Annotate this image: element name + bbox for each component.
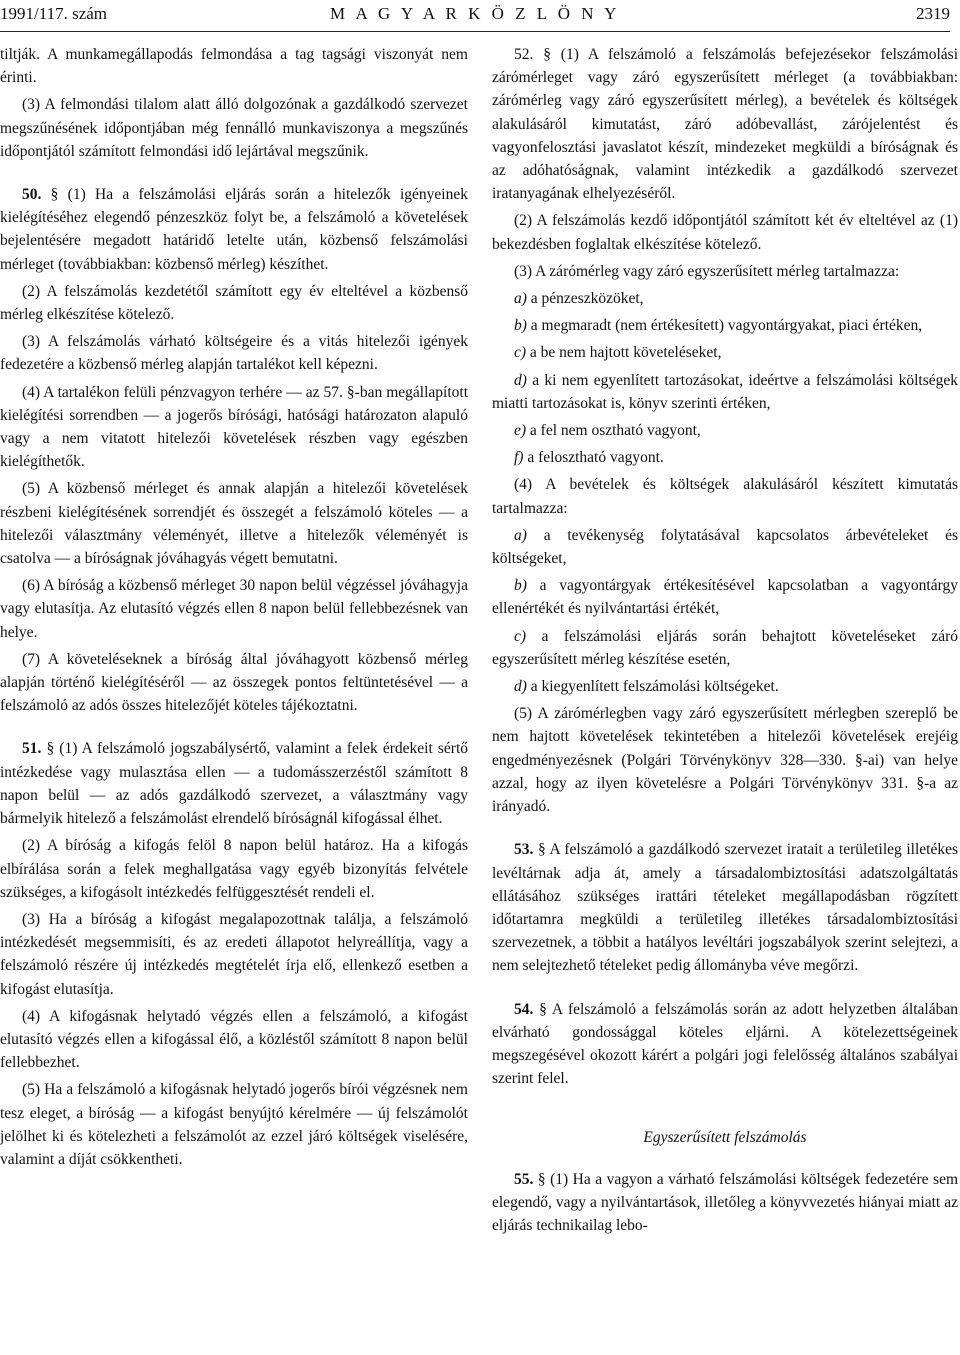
item-text: a ki nem egyenlített tartozásokat, ideértve a felszámolási költségek miatti tartozásokat is, könyv szerinti értéken,	[492, 371, 959, 412]
section-number: 54.	[514, 1000, 534, 1018]
list-item	[492, 446, 958, 469]
item-letter: d)	[514, 371, 527, 389]
section-53	[492, 838, 958, 977]
list-item	[492, 419, 958, 442]
item-text: a felszámolási eljárás során behajtott követeléseket záró egyszerűsített mérleg készítése esetén,	[492, 627, 959, 668]
header-rule	[0, 31, 950, 32]
section-text: § (1) A felszámoló a felszámolás befejezésekor felszámolási zárómérleget vagy záró egyszerűsített mérleget (a továbbiakban: zárómérleg vagy záró egyszerűsített mérleg), a bevételek és költségek alakulásáról kimutatást, záró adóbevallást, zárójelentést és vagyonfelosztási javaslatot készít, mindezeket megküldi a bíróságnak és az adóhatóságnak, valamint intézkedik a gazdálkodó szervezet iratanyagának elhelyezéséről.	[492, 46, 958, 203]
list-item	[492, 314, 958, 337]
item-text: a fel nem osztható vagyont,	[529, 422, 701, 440]
item-text: a kiegyenlített felszámolási költségeket.	[530, 678, 779, 696]
section-number: 55.	[514, 1170, 534, 1188]
paragraph: (3) A felszámolás várható költségeire és a vitás hitelezői igények fedezetére a közbenső mérleg alapján tartalékot kell képezni.	[0, 333, 468, 374]
paragraph: (6) A bíróság a közbenső mérleget 30 napon belül végzéssel jóváhagyja vagy elutasítja. Az elutasító végzés ellen 8 napon belül fellebbezésnek van helye.	[0, 577, 468, 641]
paragraph: (3) A zárómérleg vagy záró egyszerűsített mérleg tartalmazza:	[514, 262, 900, 280]
section-52	[492, 43, 958, 205]
section-text: § (1) Ha a felszámolási eljárás során a hitelezők igényeinek kielégítéséhez elegendő pénzeszköz folyt be, a felszámoló a követelések bejelentésére megadott határidő letelte után, közbenső felszámolási mérleget (továbbiakban: közbenső mérleg) készíthet.	[0, 186, 468, 273]
item-text: a pénzeszközöket,	[530, 290, 644, 308]
page-number: 2319	[916, 4, 950, 23]
section-text: § A felszámoló a gazdálkodó szervezet iratait a területileg illetékes levéltárnak adja át, amely a társadalombiztosítási adatszolgáltatás ellátásához szükséges irattári tételeket megállapodásban rögzített időtartamra megküldi a területileg illetékes társadalombiztosítási szervezetnek, a többit a hatályos levéltári jogszabályok szerint selejtezi, a nem selejtezhető tételeket pedig állományba véve megőrzi.	[492, 841, 958, 975]
paragraph: (4) A kifogásnak helytadó végzés ellen a felszámoló, a kifogást elutasító végzés ellen a kifogással élő, a közléstől számított 8 napon belül fellebbezhet.	[0, 1007, 468, 1072]
paragraph: (4) A bevételek és költségek alakulásáról készített kimutatás tartalmazza:	[492, 476, 958, 517]
item-text: a be nem hajtott követeléseket,	[529, 344, 722, 362]
section-text: § (1) Ha a vagyon a várható felszámolási költségek fedezetére sem elegendő, vagy a nyilvántartások, illetőleg a könyvvezetés hiányai miatt az eljárás technikailag lebo-	[492, 1170, 959, 1234]
paragraph: (5) A közbenső mérleget és annak alapján a hitelezői követelések részbeni kielégítésének sorrendjét és összegét a felszámoló köteles — a hitelezői választmány véleményét, illetve a hitelezők véleményét is csatolva — a bíróságnak jóváhagyás végett bemutatni.	[0, 480, 468, 568]
section-51	[0, 737, 468, 830]
section-number: 53.	[514, 841, 534, 859]
list-item	[492, 625, 958, 671]
right-column	[492, 43, 958, 1241]
page-header	[0, 2, 950, 28]
item-text: a vagyontárgyak értékesítésével kapcsolatban a vagyontárgy ellenértékét és nyilvántartási értékét,	[492, 577, 959, 618]
item-letter: d)	[514, 678, 527, 696]
list-item	[492, 675, 958, 698]
section-number: 52.	[514, 46, 534, 63]
section-text: § (1) A felszámoló jogszabálysértő, valamint a felek érdekeit sértő intézkedése vagy mulasztása ellen — a tudomásszerzéstől számított 8 napon belül — az adós gazdálkodó szervezet, a választmány vagy bármelyik hitelező a felszámolást elrendelő bíróságnál kifogással élhet.	[0, 740, 469, 828]
paragraph: (3) Ha a bíróság a kifogást megalapozottnak találja, a felszámoló intézkedését megsemmisíti, és az eredeti állapotot helyreállítja, vagy a felszámoló részére új intézkedés megtételét írja elő, ellenkező esetben a kifogást elutasítja.	[0, 910, 468, 998]
section-text: § A felszámoló a felszámolás során az adott helyzetben általában elvárható gondossággal köteles eljárni. A kötelezettségeinek megszegésével okozott kárért a polgári jogi felelősség általános szabályai szerint felel.	[492, 1000, 959, 1088]
item-letter: b)	[514, 577, 527, 595]
item-letter: b)	[514, 317, 527, 335]
item-letter: a)	[514, 290, 527, 308]
paragraph: tiltják. A munkamegállapodás felmondása a tag tagsági viszonyát nem érinti.	[0, 46, 468, 87]
paragraph: (5) Ha a felszámoló a kifogásnak helytadó jogerős bírói végzésnek nem tesz eleget, a bíróság — a kifogást benyújtó kérelmére — új felszámolót jelölhet ki és kötelezheti a felszámolót az ezzel járó költségek viselésére, valamint a díját csökkentheti.	[0, 1081, 468, 1168]
list-item	[492, 574, 958, 620]
section-number: 50.	[22, 186, 42, 204]
left-column	[0, 43, 468, 1175]
item-letter: f)	[514, 449, 524, 467]
list-item	[492, 287, 958, 310]
list-item	[492, 524, 958, 570]
item-text: a megmaradt (nem értékesített) vagyontárgyakat, piaci értéken,	[530, 317, 923, 335]
subheading: Egyszerűsített felszámolás	[643, 1129, 807, 1147]
paragraph: (2) A felszámolás kezdő időpontjától számított két év elteltével az (1) bekezdésben foglaltak elkészítése kötelező.	[492, 212, 958, 253]
issue-number: 1991/117. szám	[0, 4, 108, 23]
paragraph: (2) A felszámolás kezdetétől számított egy év elteltével a közbenső mérleg elkészítése kötelező.	[0, 282, 468, 324]
paragraph: (5) A zárómérlegben vagy záró egyszerűsített mérlegben szereplő be nem hajtott követelések tekintetében a hitelezői követelések erejéig engedményezésnek (Polgári Törvénykönyv 328—330. §-ai) van helye azzal, hogy az ilyen követelésre a Polgári Törvénykönyv 331. §-a az irányadó.	[492, 705, 958, 816]
paragraph: (7) A követeléseknek a bíróság által jóváhagyott közbenső mérleg alapján történő kielégítéséről — az összegek pontos feltüntetésével — a felszámoló az adós összes hitelezőjét köteles tájékoztatni.	[0, 650, 468, 715]
section-number: 51.	[22, 740, 42, 758]
item-letter: c)	[514, 344, 527, 362]
list-item	[492, 369, 958, 415]
paragraph: (4) A tartalékon felüli pénzvagyon terhére — az 57. §-ban megállapított kielégítési sorrendben — a jogerős bírósági, hatósági határozaton alapuló vagy a nem vitatott hitelezői követelések részben vagy egészben kielégíthetők.	[0, 383, 468, 471]
item-text: a felosztható vagyont.	[527, 449, 664, 467]
section-55	[492, 1168, 958, 1238]
list-3	[492, 287, 958, 469]
item-letter: e)	[514, 422, 527, 440]
item-text: a tevékenység folytatásával kapcsolatos árbevételeket és költségeket,	[492, 526, 958, 568]
publication-title: M A G Y A R K Ö Z L Ö N Y	[330, 4, 620, 23]
item-letter: a)	[514, 526, 527, 544]
section-50	[0, 183, 468, 276]
list-item	[492, 341, 958, 364]
paragraph: (3) A felmondási tilalom alatt álló dolgozónak a gazdálkodó szervezet megszűnésének időpontjában még fennálló munkaviszonya a megszűnés időpontjától számított felmondási idő lejártával megszűnik.	[0, 96, 468, 160]
section-54	[492, 998, 958, 1091]
list-4	[492, 524, 958, 698]
paragraph: (2) A bíróság a kifogás felöl 8 napon belül határoz. Ha a kifogás elbírálása során a felek meghallgatása vagy egyéb bizonyítás felvétele szükséges, a kifogásolt intézkedés felfüggesztését rendeli el.	[0, 837, 468, 901]
item-letter: c)	[514, 627, 527, 645]
